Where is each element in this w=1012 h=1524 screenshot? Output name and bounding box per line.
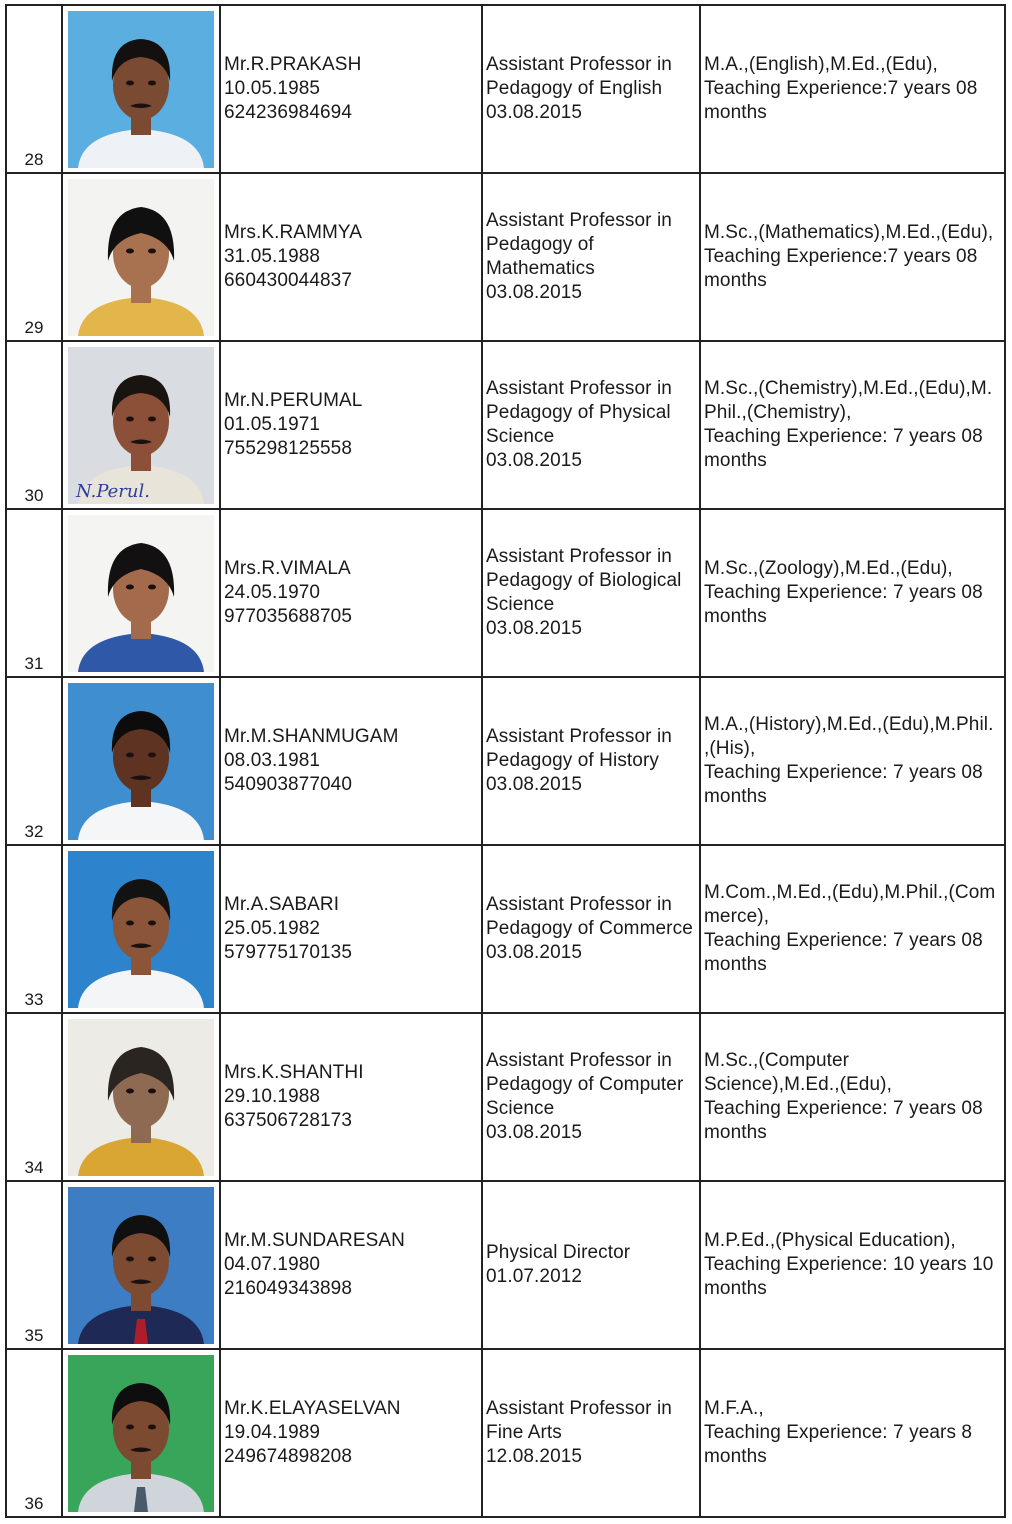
staff-name: Mrs.R.VIMALA xyxy=(224,558,351,579)
serial-number: 28 xyxy=(6,5,62,173)
date-of-birth: 19.04.1989 xyxy=(224,1422,321,1443)
serial-number: 34 xyxy=(6,1013,62,1181)
post-cell xyxy=(482,845,700,1013)
serial-number: 31 xyxy=(6,509,62,677)
designation: Assistant Professor in Pedagogy of Commerce 03.08.2015 xyxy=(486,894,693,963)
post-cell xyxy=(482,509,700,677)
qualification-cell xyxy=(700,1181,1005,1349)
designation: Assistant Professor in Fine Arts 12.08.2015 xyxy=(486,1398,672,1467)
designation: Assistant Professor in Pedagogy of Biological Science 03.08.2015 xyxy=(486,546,682,639)
post-cell xyxy=(482,677,700,845)
name-cell xyxy=(220,1181,482,1349)
post-cell xyxy=(482,173,700,341)
staff-photo xyxy=(68,1355,214,1512)
name-cell xyxy=(220,1013,482,1181)
qualification-cell xyxy=(700,1013,1005,1181)
date-of-birth: 08.03.1981 xyxy=(224,750,321,771)
name-cell xyxy=(220,677,482,845)
table-row xyxy=(6,509,1005,677)
staff-name: Mr.A.SABARI xyxy=(224,894,340,915)
post-cell xyxy=(482,1013,700,1181)
table-row xyxy=(6,341,1005,509)
staff-photo xyxy=(68,179,214,336)
date-of-birth: 25.05.1982 xyxy=(224,918,321,939)
staff-photo xyxy=(68,683,214,840)
staff-name: Mr.K.ELAYASELVAN xyxy=(224,1398,401,1419)
designation: Assistant Professor in Pedagogy of English 03.08.2015 xyxy=(486,54,672,123)
photo-cell xyxy=(62,1181,220,1349)
name-cell xyxy=(220,5,482,173)
post-cell xyxy=(482,1181,700,1349)
qualification-cell xyxy=(700,509,1005,677)
date-of-birth: 04.07.1980 xyxy=(224,1254,321,1275)
photo-cell xyxy=(62,845,220,1013)
table-row xyxy=(6,845,1005,1013)
id-number: 660430044837 xyxy=(224,270,353,291)
staff-name: Mr.R.PRAKASH xyxy=(224,54,362,75)
designation: Physical Director 01.07.2012 xyxy=(486,1242,631,1287)
staff-photo xyxy=(68,1187,214,1344)
qualification-cell xyxy=(700,677,1005,845)
photo-cell xyxy=(62,509,220,677)
staff-photo xyxy=(68,11,214,168)
id-number: 637506728173 xyxy=(224,1110,353,1131)
staff-table-body xyxy=(6,5,1005,1517)
staff-photo xyxy=(68,851,214,1008)
id-number: 540903877040 xyxy=(224,774,353,795)
date-of-birth: 31.05.1988 xyxy=(224,246,321,267)
table-row xyxy=(6,677,1005,845)
name-cell xyxy=(220,173,482,341)
qualification: M.A.,(History),M.Ed.,(Edu),M.Phil. ,(His), Teaching Experience: 7 years 08 months xyxy=(704,714,994,807)
table-row xyxy=(6,5,1005,173)
staff-name: Mr.M.SHANMUGAM xyxy=(224,726,399,747)
date-of-birth: 29.10.1988 xyxy=(224,1086,321,1107)
staff-table xyxy=(5,4,1006,1518)
name-cell xyxy=(220,341,482,509)
designation: Assistant Professor in Pedagogy of Computer Science 03.08.2015 xyxy=(486,1050,684,1143)
date-of-birth: 10.05.1985 xyxy=(224,78,321,99)
table-row xyxy=(6,1181,1005,1349)
serial-number: 32 xyxy=(6,677,62,845)
table-row xyxy=(6,173,1005,341)
table-row xyxy=(6,1013,1005,1181)
staff-name: Mrs.K.SHANTHI xyxy=(224,1062,364,1083)
name-cell xyxy=(220,845,482,1013)
date-of-birth: 01.05.1971 xyxy=(224,414,321,435)
qualification: M.Sc.,(Computer Science),M.Ed.,(Edu), Teaching Experience: 7 years 08 months xyxy=(704,1050,983,1143)
photo-cell xyxy=(62,677,220,845)
serial-number: 33 xyxy=(6,845,62,1013)
id-number: 579775170135 xyxy=(224,942,353,963)
photo-cell xyxy=(62,1013,220,1181)
staff-photo xyxy=(68,347,214,504)
qualification-cell xyxy=(700,5,1005,173)
serial-number: 35 xyxy=(6,1181,62,1349)
photo-cell xyxy=(62,1349,220,1517)
qualification-cell xyxy=(700,341,1005,509)
qualification: M.Sc.,(Zoology),M.Ed.,(Edu), Teaching Experience: 7 years 08 months xyxy=(704,558,983,627)
post-cell xyxy=(482,1349,700,1517)
id-number: 216049343898 xyxy=(224,1278,353,1299)
designation: Assistant Professor in Pedagogy of Physical Science 03.08.2015 xyxy=(486,378,672,471)
qualification: M.Sc.,(Mathematics),M.Ed.,(Edu), Teaching Experience:7 years 08 months xyxy=(704,222,994,291)
qualification-cell xyxy=(700,845,1005,1013)
photo-cell xyxy=(62,341,220,509)
serial-number: 29 xyxy=(6,173,62,341)
designation: Assistant Professor in Pedagogy of Mathematics 03.08.2015 xyxy=(486,210,672,303)
id-number: 249674898208 xyxy=(224,1446,353,1467)
photo-cell xyxy=(62,173,220,341)
designation: Assistant Professor in Pedagogy of History 03.08.2015 xyxy=(486,726,672,795)
id-number: 624236984694 xyxy=(224,102,353,123)
id-number: 977035688705 xyxy=(224,606,353,627)
svg-text:N.Perul.: N.Perul. xyxy=(76,480,150,502)
name-cell xyxy=(220,1349,482,1517)
post-cell xyxy=(482,5,700,173)
qualification-cell xyxy=(700,173,1005,341)
staff-name: Mr.N.PERUMAL xyxy=(224,390,363,411)
staff-photo xyxy=(68,515,214,672)
id-number: 755298125558 xyxy=(224,438,353,459)
qualification: M.F.A., Teaching Experience: 7 years 8 months xyxy=(704,1398,973,1467)
qualification: M.A.,(English),M.Ed.,(Edu), Teaching Experience:7 years 08 months xyxy=(704,54,978,123)
table-row xyxy=(6,1349,1005,1517)
qualification: M.Com.,M.Ed.,(Edu),M.Phil.,(Com merce), Teaching Experience: 7 years 08 months xyxy=(704,882,996,975)
qualification-cell xyxy=(700,1349,1005,1517)
photo-cell xyxy=(62,5,220,173)
staff-name: Mrs.K.RAMMYA xyxy=(224,222,363,243)
serial-number: 30 xyxy=(6,341,62,509)
date-of-birth: 24.05.1970 xyxy=(224,582,321,603)
name-cell xyxy=(220,509,482,677)
qualification: M.P.Ed.,(Physical Education), Teaching Experience: 10 years 10 months xyxy=(704,1230,994,1299)
post-cell xyxy=(482,341,700,509)
serial-number: 36 xyxy=(6,1349,62,1517)
staff-photo xyxy=(68,1019,214,1176)
staff-name: Mr.M.SUNDARESAN xyxy=(224,1230,405,1251)
qualification: M.Sc.,(Chemistry),M.Ed.,(Edu),M. Phil.,(Chemistry), Teaching Experience: 7 years 08 months xyxy=(704,378,993,471)
